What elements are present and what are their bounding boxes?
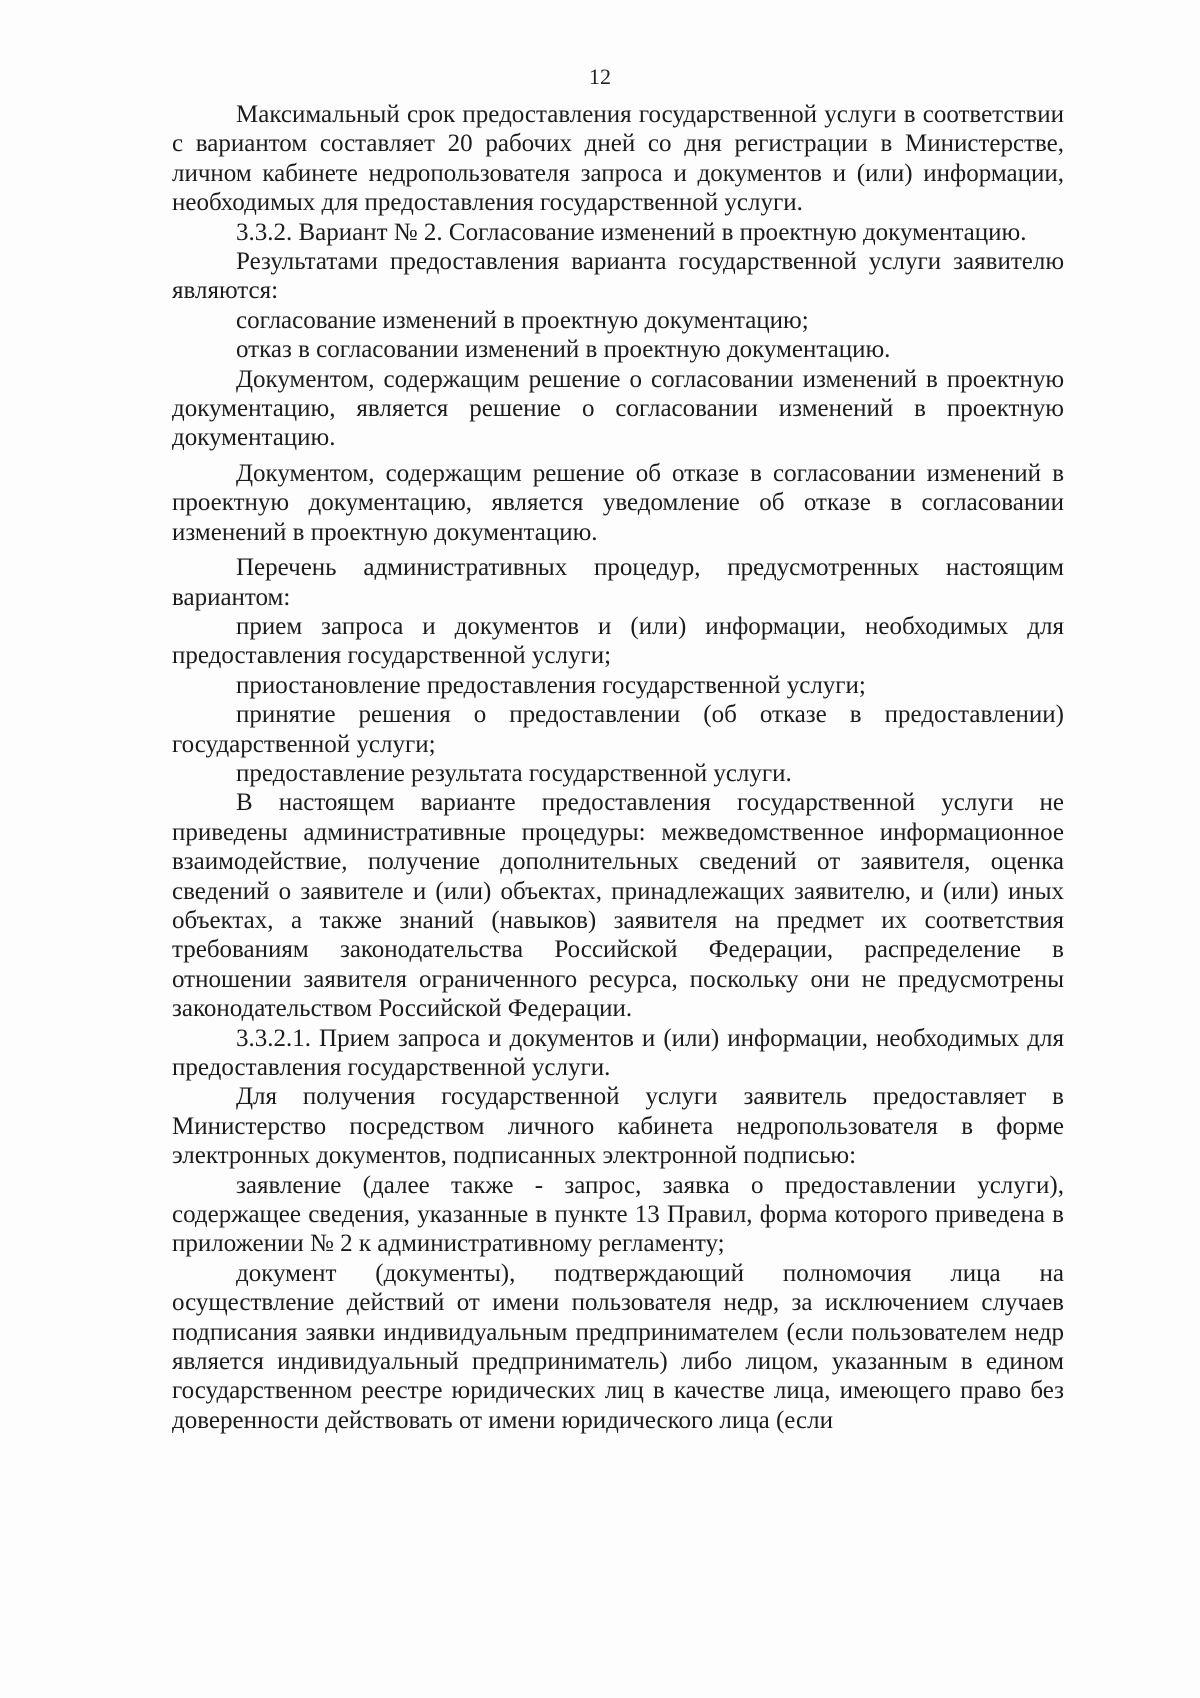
section-heading-3-3-2-1: 3.3.2.1. Прием запроса и документов и (или) информации, необходимых для предоставления государственной услуги.: [172, 1024, 1064, 1081]
paragraph-excluded-procedures: В настоящем варианте предоставления государственной услуги не приведены административные процедуры: межведомственное информационное взаимодействие, получение дополнительных сведений от заявителя, оценка сведений о заявителе и (или) объектах, принадлежащих заявителю, и (или) иных объектах, а также знаний (навыков) заявителя на предмет их соответствия требованиям законодательства Российской Федерации, распределение в отношении заявителя ограниченного ресурса, поскольку они не предусмотрены законодательством Российской Федерации.: [172, 789, 1064, 1023]
paragraph-results: Результатами предоставления варианта государственной услуги заявителю являются:: [172, 248, 1064, 305]
page-number: 12: [589, 64, 611, 89]
list-item: согласование изменений в проектную документацию;: [236, 306, 809, 334]
list-item: документ (документы), подтверждающий полномочия лица на осуществление действий от имени пользователя недр, за исключением случаев подписания заявки индивидуальным предпринимателем (если пользователем недр является индивидуальный предприниматель) либо лицом, указанным в едином государственном реестре юридических лиц в качестве лица, имеющего право без доверенности действовать от имени юридического лица (если: [172, 1259, 1064, 1434]
list-item: отказ в согласовании изменений в проектную документацию.: [236, 336, 891, 364]
list-item: предоставление результата государственной услуги.: [236, 759, 792, 787]
list-item: прием запроса и документов и (или) информации, необходимых для предоставления государственной услуги;: [172, 612, 1064, 670]
list-item: принятие решения о предоставлении (об отказе в предоставлении) государственной услуги;: [172, 701, 1064, 758]
paragraph-decision-refusal: Документом, содержащим решение об отказе в согласовании изменений в проектную документацию, является уведомление об отказе в согласовании изменений в проектную документацию.: [172, 459, 1064, 546]
section-heading-3-3-2: 3.3.2. Вариант № 2. Согласование изменений в проектную документацию.: [236, 218, 1027, 246]
paragraph-max-term: Максимальный срок предоставления государственной услуги в соответствии с вариантом составляет 20 рабочих дней со дня регистрации в Министерстве, личном кабинете недропользователя запроса и документов и (или) информации, необходимых для предоставления государственной услуги.: [172, 101, 1064, 217]
paragraph-decision-approval: Документом, содержащим решение о согласовании изменений в проектную документацию, является решение о согласовании изменений в проектную документацию.: [172, 365, 1064, 452]
list-item: приостановление предоставления государственной услуги;: [236, 671, 866, 699]
paragraph-procedures-list: Перечень административных процедур, предусмотренных настоящим вариантом:: [172, 554, 1064, 611]
paragraph-submission: Для получения государственной услуги заявитель предоставляет в Министерство посредством личного кабинета недропользователя в форме электронных документов, подписанных электронной подписью:: [172, 1083, 1064, 1170]
document-body: [172, 100, 1064, 1435]
list-item: заявление (далее также - запрос, заявка о предоставлении услуги), содержащее сведения, указанные в пункте 13 Правил, форма которого приведена в приложении № 2 к административному регламенту;: [172, 1171, 1064, 1258]
